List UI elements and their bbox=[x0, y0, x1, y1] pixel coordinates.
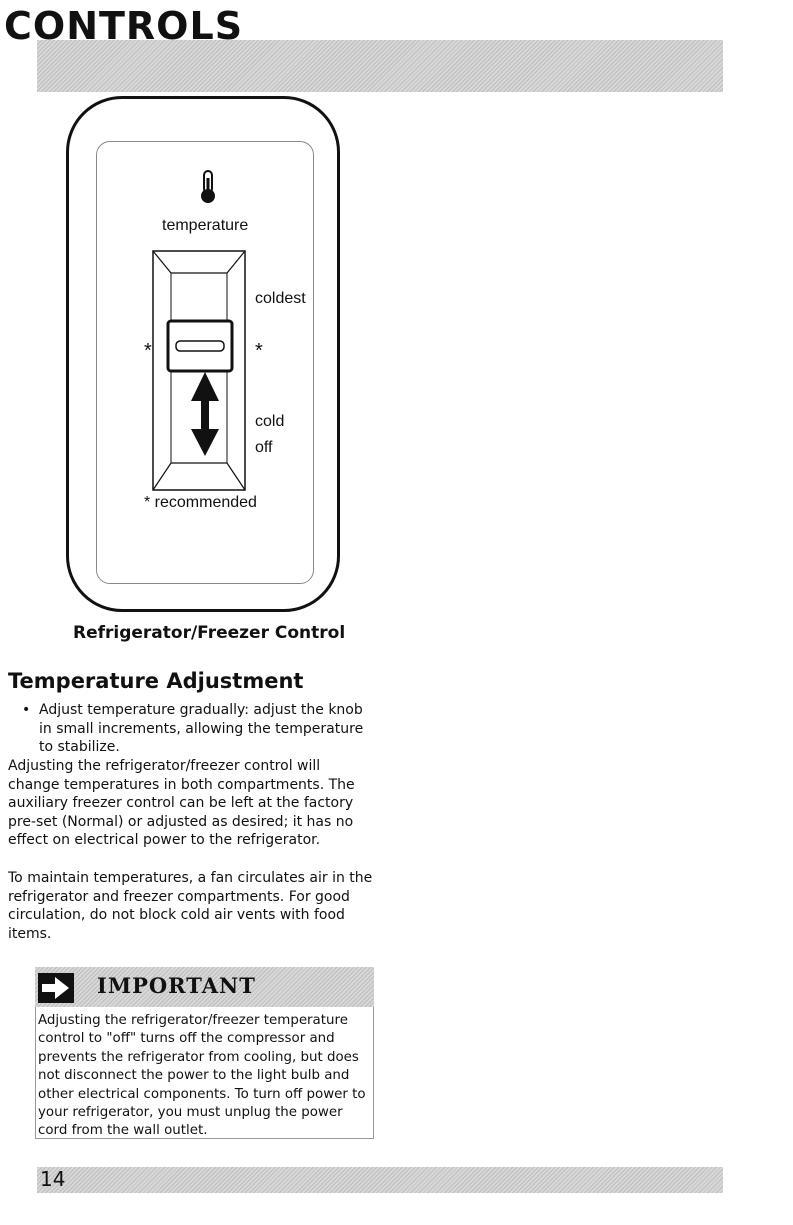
off-label: off bbox=[255, 439, 273, 456]
paragraph: To maintain temperatures, a fan circulates air in the refrigerator and freezer compartments. For good circulation, do not block cold air vents with food items. bbox=[8, 870, 373, 942]
page-number: 14 bbox=[40, 1167, 66, 1191]
bullet-icon: • bbox=[22, 702, 31, 718]
figure-caption: Refrigerator/Freezer Control bbox=[73, 623, 346, 643]
footer-bar bbox=[37, 1167, 723, 1193]
important-text: Adjusting the refrigerator/freezer temperature control to "off" turns off the compressor and prevents the refrigerator from cooling, but does not disconnect the power to the light bulb and other electrical components. To turn off power to your refrigerator, you must unplug the power cord from the wall outlet. bbox=[38, 1013, 366, 1139]
section-title: Temperature Adjustment bbox=[8, 669, 304, 693]
recommended-note: * recommended bbox=[144, 494, 257, 511]
bullet-text: Adjust temperature gradually: adjust the knob in small increments, allowing the temperature to stabilize. bbox=[39, 702, 364, 755]
important-label: IMPORTANT bbox=[97, 973, 256, 998]
cold-label: cold bbox=[255, 413, 285, 430]
paragraph: Adjusting the refrigerator/freezer control will change temperatures in both compartments. The auxiliary freezer control can be left at the factory pre-set (Normal) or adjusted as desired; it has no effect on electrical power to the refrigerator. bbox=[8, 758, 355, 848]
coldest-label: coldest bbox=[255, 290, 306, 307]
star-left: * bbox=[144, 340, 152, 362]
star-right: * bbox=[255, 340, 263, 362]
thermometer-icon bbox=[197, 170, 219, 204]
page-title: CONTROLS bbox=[4, 4, 244, 48]
temperature-slider[interactable] bbox=[151, 249, 247, 492]
arrow-right-icon bbox=[38, 973, 74, 1003]
temperature-label: temperature bbox=[162, 217, 249, 234]
